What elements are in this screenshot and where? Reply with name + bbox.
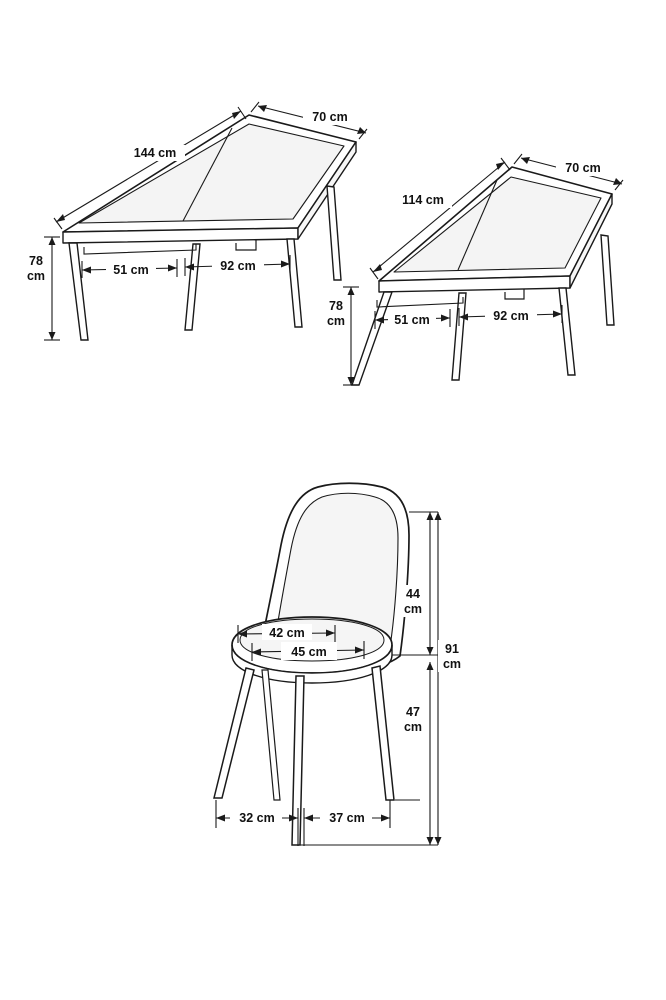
dim-label-chair-backrest-1: 44: [406, 587, 420, 601]
table-closed-leg-front-left: [352, 292, 392, 385]
table-closed-leg-front-right: [559, 288, 575, 375]
dim-table-closed-leaf-left: [375, 309, 450, 329]
table-closed-handle: [505, 289, 524, 299]
chair-leg-back-right: [372, 666, 394, 800]
dim-chair-total-height: [435, 512, 469, 845]
dim-chair-seat-height: [398, 662, 434, 845]
dim-label-chair-seat-width: 45 cm: [291, 645, 327, 659]
dim-chair-base-depth: [216, 800, 298, 846]
dim-label-chair-seat-height-1: 47: [406, 705, 420, 719]
table-extended-leg-back-right: [327, 186, 341, 280]
dim-label-table-closed-leaf-right: 92 cm: [493, 309, 529, 323]
dim-table-closed-height: [327, 287, 359, 385]
dim-label-table-extended-width: 70 cm: [312, 110, 348, 124]
table-extended-leg-inner: [287, 239, 302, 327]
table-extended-rail: [84, 244, 196, 254]
dim-table-extended-height: [27, 237, 60, 340]
table-extended-leg-front-right: [185, 244, 200, 330]
dim-label-table-extended-leaf-left: 51 cm: [113, 263, 149, 277]
dim-label-table-extended-height-1: 78: [29, 254, 43, 268]
chair-drawing: [214, 483, 468, 846]
table-extended-leg-front-left: [69, 243, 88, 340]
table-extended-handle: [236, 240, 256, 250]
table-closed-leg-back-right: [601, 235, 614, 325]
dim-table-extended-leaf-right: [185, 255, 290, 276]
table-closed-top-inset: [394, 177, 601, 272]
dim-label-chair-seat-height-2: cm: [403, 720, 423, 734]
dim-label-table-extended-height-2: cm: [26, 269, 46, 283]
table-closed-drawing: [327, 154, 623, 385]
chair-leg-front-left: [214, 668, 254, 798]
table-extended-drawing: [27, 102, 367, 340]
dim-label-table-closed-length: 114 cm: [402, 193, 444, 207]
dim-label-table-closed-height-1: 78: [329, 299, 343, 313]
dim-label-chair-seat-width-top: 42 cm: [269, 626, 305, 640]
chair-leg-back-left: [262, 670, 280, 800]
dim-label-chair-total-height-1: 91: [445, 642, 459, 656]
dim-label-table-closed-height-2: cm: [326, 314, 346, 328]
dim-label-table-extended-leaf-right: 92 cm: [220, 259, 256, 273]
dim-label-table-closed-width: 70 cm: [565, 161, 601, 175]
dim-table-extended-leaf-left: [82, 259, 177, 278]
dim-table-closed-leaf-right: [459, 305, 562, 326]
dim-label-chair-total-height-2: cm: [442, 657, 462, 671]
dim-label-chair-base-depth: 32 cm: [239, 811, 275, 825]
dim-label-table-closed-leaf-left: 51 cm: [394, 313, 430, 327]
dim-chair-base-width: [304, 800, 390, 846]
table-closed-leg-front-mid: [452, 293, 466, 380]
dim-label-table-extended-length: 144 cm: [133, 146, 177, 160]
dim-label-chair-backrest-2: cm: [403, 602, 423, 616]
dim-label-chair-base-width: 37 cm: [329, 811, 365, 825]
